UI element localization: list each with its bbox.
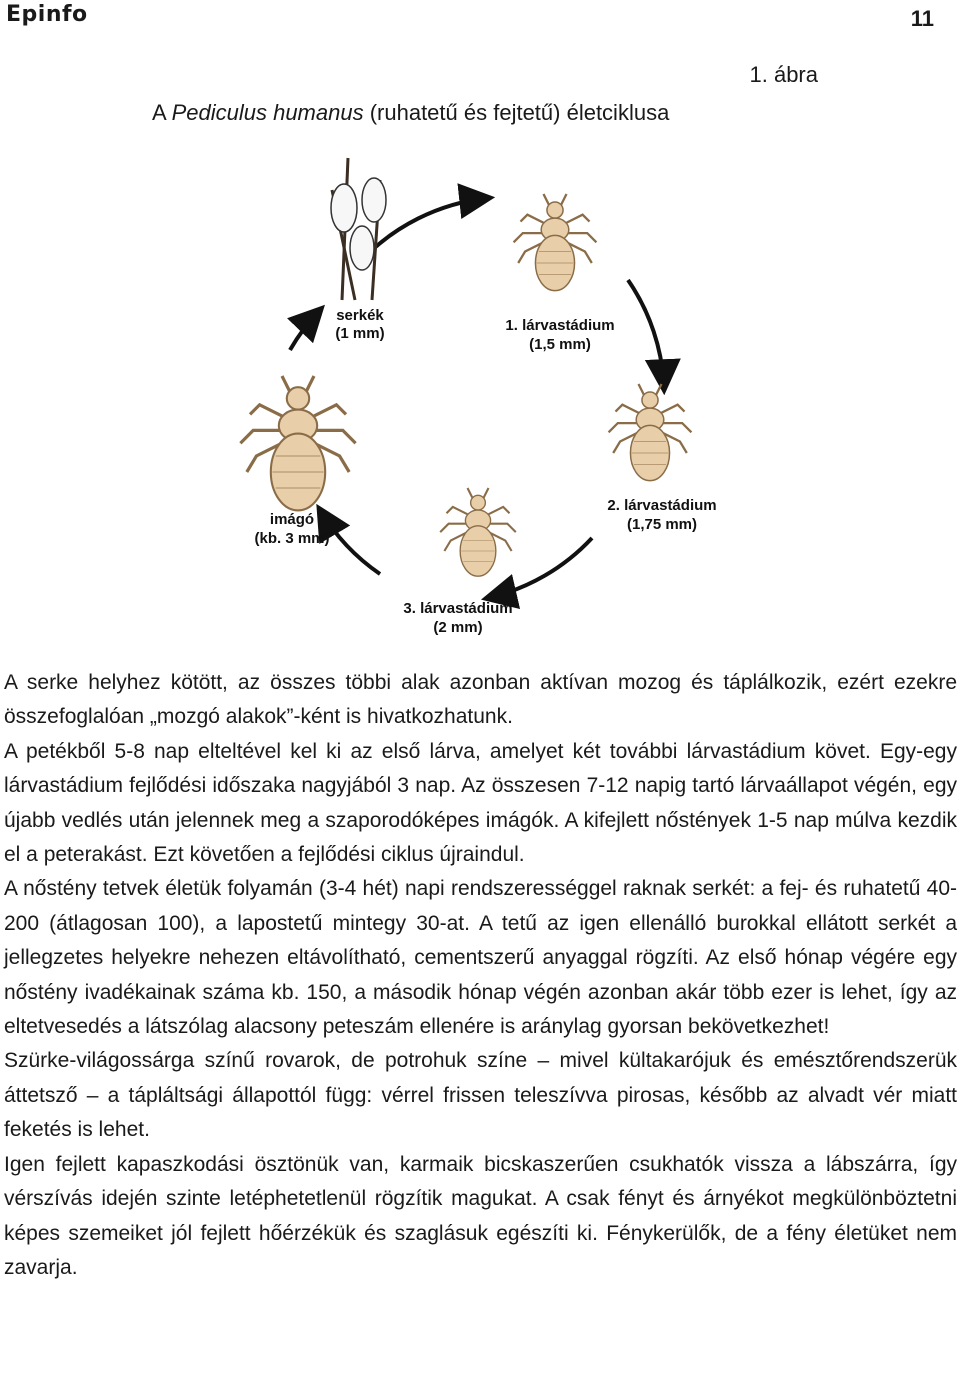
larva1-illustration [514, 194, 597, 291]
stage-larva1-name: 1. lárvastádium [505, 317, 615, 334]
figure-title-suffix: (ruhatetű és fejtetű) életciklusa [363, 100, 670, 125]
paragraph: Igen fejlett kapaszkodási ösztönük van, karmaik bicskaszerűen csukhatók vissza a lábszárra, így vérszívás idején szinte letéphetetlenül rögzítik magukat. A csak fényt és árnyékot megkülönböztetni képes szemeiket jól fejlett hőérzékük és szaglásuk egészíti ki. Fénykerülők, de a fény életüket nem zavarja. [4, 1152, 957, 1279]
stage-adult-size: (kb. 3 mm) [254, 530, 330, 547]
adult-illustration [240, 376, 355, 510]
stage-eggs-name: serkék [336, 307, 384, 324]
figure-title [152, 100, 669, 126]
stage-adult-name: imágó [269, 511, 315, 528]
paragraph: Szürke-világossárga színű rovarok, de potrohuk színe – mivel kültakarójuk és emésztőrendszerük áttetsző – a tápláltsági állapottól függ: vérrel frissen teleszívva pirosas, később az alvadt vér miatt feketés is lehet. [4, 1049, 957, 1142]
paragraph: A nőstény tetvek életük folyamán (3-4 hét) napi rendszerességgel raknak serkét: a fej- és ruhatetű 40-200 (átlagosan 100), a lapostetű mintegy 30-at. A tetű az igen ellenálló burokkal ellátott serkét a jellegzetes helyekre nehezen eltávolítható, cementszerű anyaggal rögzíti. Az első hónap végére egy nőstény ivadékainak száma kb. 150, a második hónap végén azonban akár több ezer is lehet, így az eltetvesedés a látszólag alacsony peteszám ellenére is aránylag gyorsan bekövetkezhet! [4, 877, 957, 1039]
arrow-larva2-to-larva3 [488, 538, 592, 598]
arrow-larva1-to-larva2 [628, 280, 664, 388]
life-cycle-diagram [220, 150, 750, 650]
figure-title-species: Pediculus humanus [171, 100, 364, 125]
eggs-illustration [331, 158, 386, 300]
stage-larva1-size: (1,5 mm) [529, 336, 591, 353]
larva3-illustration [440, 488, 516, 576]
figure-title-prefix: A [152, 100, 172, 125]
page-number: 11 [910, 6, 934, 31]
larva2-illustration [609, 384, 692, 481]
epinfo-logo: Epinfo [6, 2, 88, 27]
arrow-adult-to-eggs [290, 310, 320, 350]
paragraph: A petékből 5-8 nap elteltével kel ki az első lárva, amelyet két további lárvastádium követ. Egy-egy lárvastádium fejlődési időszaka nagyjából 3 nap. Az összesen 7-12 napig tartó lárvaállapot végén, egy újabb vedlés után jelennek meg a szaporodóképes imágók. A kifejlett nőstények 1-5 nap múlva kezdik el a peterakást. Ezt követően a fejlődési ciklus újraindul. [4, 739, 957, 867]
body-text-block [4, 666, 957, 1285]
stage-larva3-name: 3. lárvastádium [403, 600, 513, 617]
stage-eggs-size: (1 mm) [335, 325, 385, 342]
stage-larva2-size: (1,75 mm) [626, 516, 698, 533]
figure-label: 1. ábra [749, 62, 818, 87]
paragraph: A serke helyhez kötött, az összes többi alak azonban aktívan mozog és táplálkozik, ezért ezekre összefoglalóan „mozgó alakok”-ként is hivatkozhatunk. [4, 671, 957, 729]
stage-larva2-name: 2. lárvastádium [607, 497, 717, 514]
stage-larva3-size: (2 mm) [433, 619, 483, 636]
